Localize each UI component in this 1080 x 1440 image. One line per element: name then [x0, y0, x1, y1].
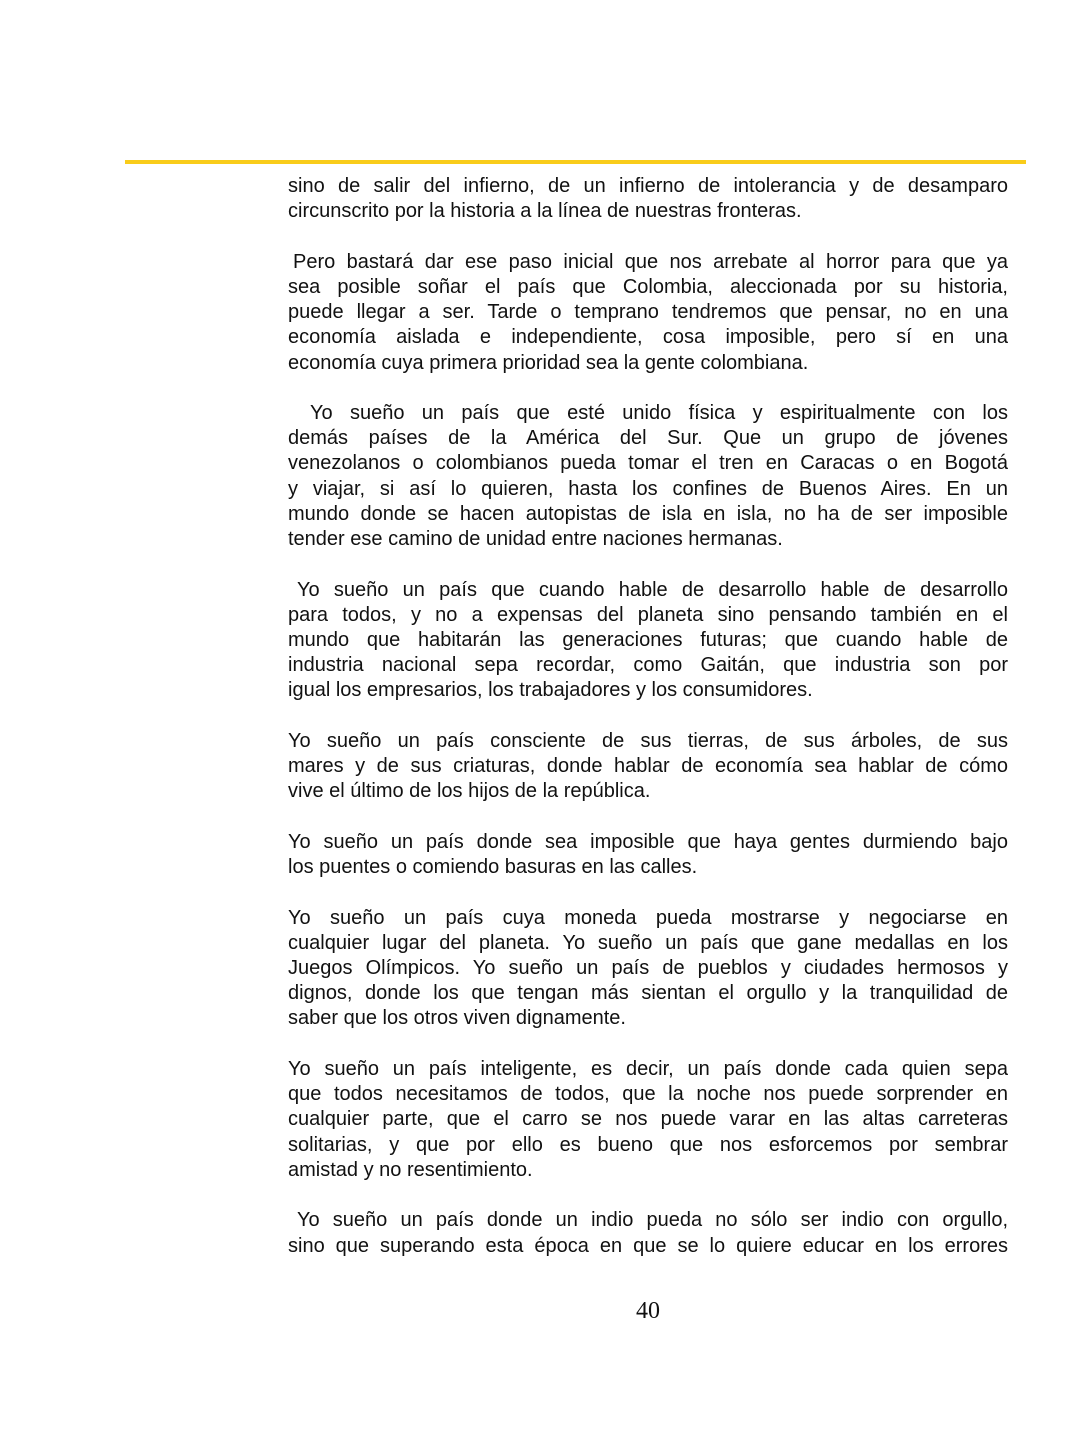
- text-line: los puentes o comiendo basuras en las calles.: [288, 856, 698, 879]
- body-text: [288, 174, 1008, 1284]
- paragraph: [288, 830, 1008, 880]
- text-line: sino de salir del infierno, de un infierno de intolerancia y de desamparo: [288, 175, 1008, 197]
- paragraph: [288, 906, 1008, 1032]
- paragraph: [288, 174, 1008, 224]
- header-rule: [125, 160, 1026, 164]
- text-line: mundo donde se hacen autopistas de isla en isla, no ha de ser imposible: [288, 502, 1008, 525]
- text-line: cualquier lugar del planeta. Yo sueño un país que gane medallas en los: [288, 931, 1008, 954]
- text-line: tender ese camino de unidad entre naciones hermanas.: [288, 528, 783, 551]
- text-line: solitarias, y que por ello es bueno que nos esforcemos por sembrar: [288, 1133, 1008, 1156]
- text-line: Yo sueño un país cuya moneda pueda mostrarse y negociarse en: [288, 906, 1008, 929]
- text-line: vive el último de los hijos de la república.: [288, 780, 651, 803]
- text-line: Yo sueño un país consciente de sus tierras, de sus árboles, de sus: [288, 729, 1008, 752]
- text-line: industria nacional sepa recordar, como Gaitán, que industria son por: [288, 654, 1008, 677]
- paragraph: [288, 729, 1008, 805]
- text-line: puede llegar a ser. Tarde o temprano tendremos que pensar, no en una: [288, 301, 1008, 324]
- text-line: que todos necesitamos de todos, que la noche nos puede sorprender en: [288, 1083, 1008, 1106]
- text-line: demás países de la América del Sur. Que un grupo de jóvenes: [288, 427, 1008, 450]
- text-line: Yo sueño un país donde sea imposible que haya gentes durmiendo bajo: [288, 830, 1008, 853]
- text-line: mares y de sus criaturas, donde hablar de economía sea hablar de cómo: [288, 755, 1008, 778]
- text-line: mundo que habitarán las generaciones futuras; que cuando hable de: [288, 628, 1008, 651]
- text-line: dignos, donde los que tengan más sientan el orgullo y la tranquilidad de: [288, 982, 1008, 1005]
- text-line: Yo sueño un país que esté unido física y espiritualmente con los: [310, 402, 1008, 425]
- text-line: circunscrito por la historia a la línea de nuestras fronteras.: [288, 200, 802, 223]
- paragraph: [288, 1057, 1008, 1183]
- text-line: saber que los otros viven dignamente.: [288, 1007, 626, 1030]
- paragraph: [288, 578, 1008, 704]
- text-line: igual los empresarios, los trabajadores y los consumidores.: [288, 679, 813, 702]
- paragraph: [288, 1208, 1008, 1258]
- text-line: amistad y no resentimiento.: [288, 1158, 533, 1181]
- text-line: sea posible soñar el país que Colombia, aleccionada por su historia,: [288, 275, 1008, 298]
- text-line: economía aislada e independiente, cosa imposible, pero sí en una: [288, 326, 1008, 349]
- paragraph: [288, 250, 1008, 376]
- paragraph: [288, 401, 1008, 552]
- text-line: Yo sueño un país que cuando hable de desarrollo hable de desarrollo: [297, 578, 1008, 601]
- text-line: economía cuya primera prioridad sea la gente colombiana.: [288, 351, 809, 374]
- text-line: y viajar, si así lo quieren, hasta los confines de Buenos Aires. En un: [288, 477, 1008, 500]
- text-line: venezolanos o colombianos pueda tomar el tren en Caracas o en Bogotá: [288, 452, 1008, 475]
- text-line: sino que superando esta época en que se lo quiere educar en los errores: [288, 1234, 1008, 1257]
- page-number: 40: [636, 1298, 660, 1324]
- text-line: cualquier parte, que el carro se nos puede varar en las altas carreteras: [288, 1108, 1008, 1131]
- text-line: Juegos Olímpicos. Yo sueño un país de pueblos y ciudades hermosos y: [288, 957, 1008, 980]
- text-line: Pero bastará dar ese paso inicial que nos arrebate al horror para que ya: [293, 250, 1008, 273]
- text-line: Yo sueño un país inteligente, es decir, un país donde cada quien sepa: [288, 1057, 1008, 1080]
- text-line: para todos, y no a expensas del planeta sino pensando también en el: [288, 603, 1008, 626]
- text-line: Yo sueño un país donde un indio pueda no sólo ser indio con orgullo,: [297, 1209, 1008, 1232]
